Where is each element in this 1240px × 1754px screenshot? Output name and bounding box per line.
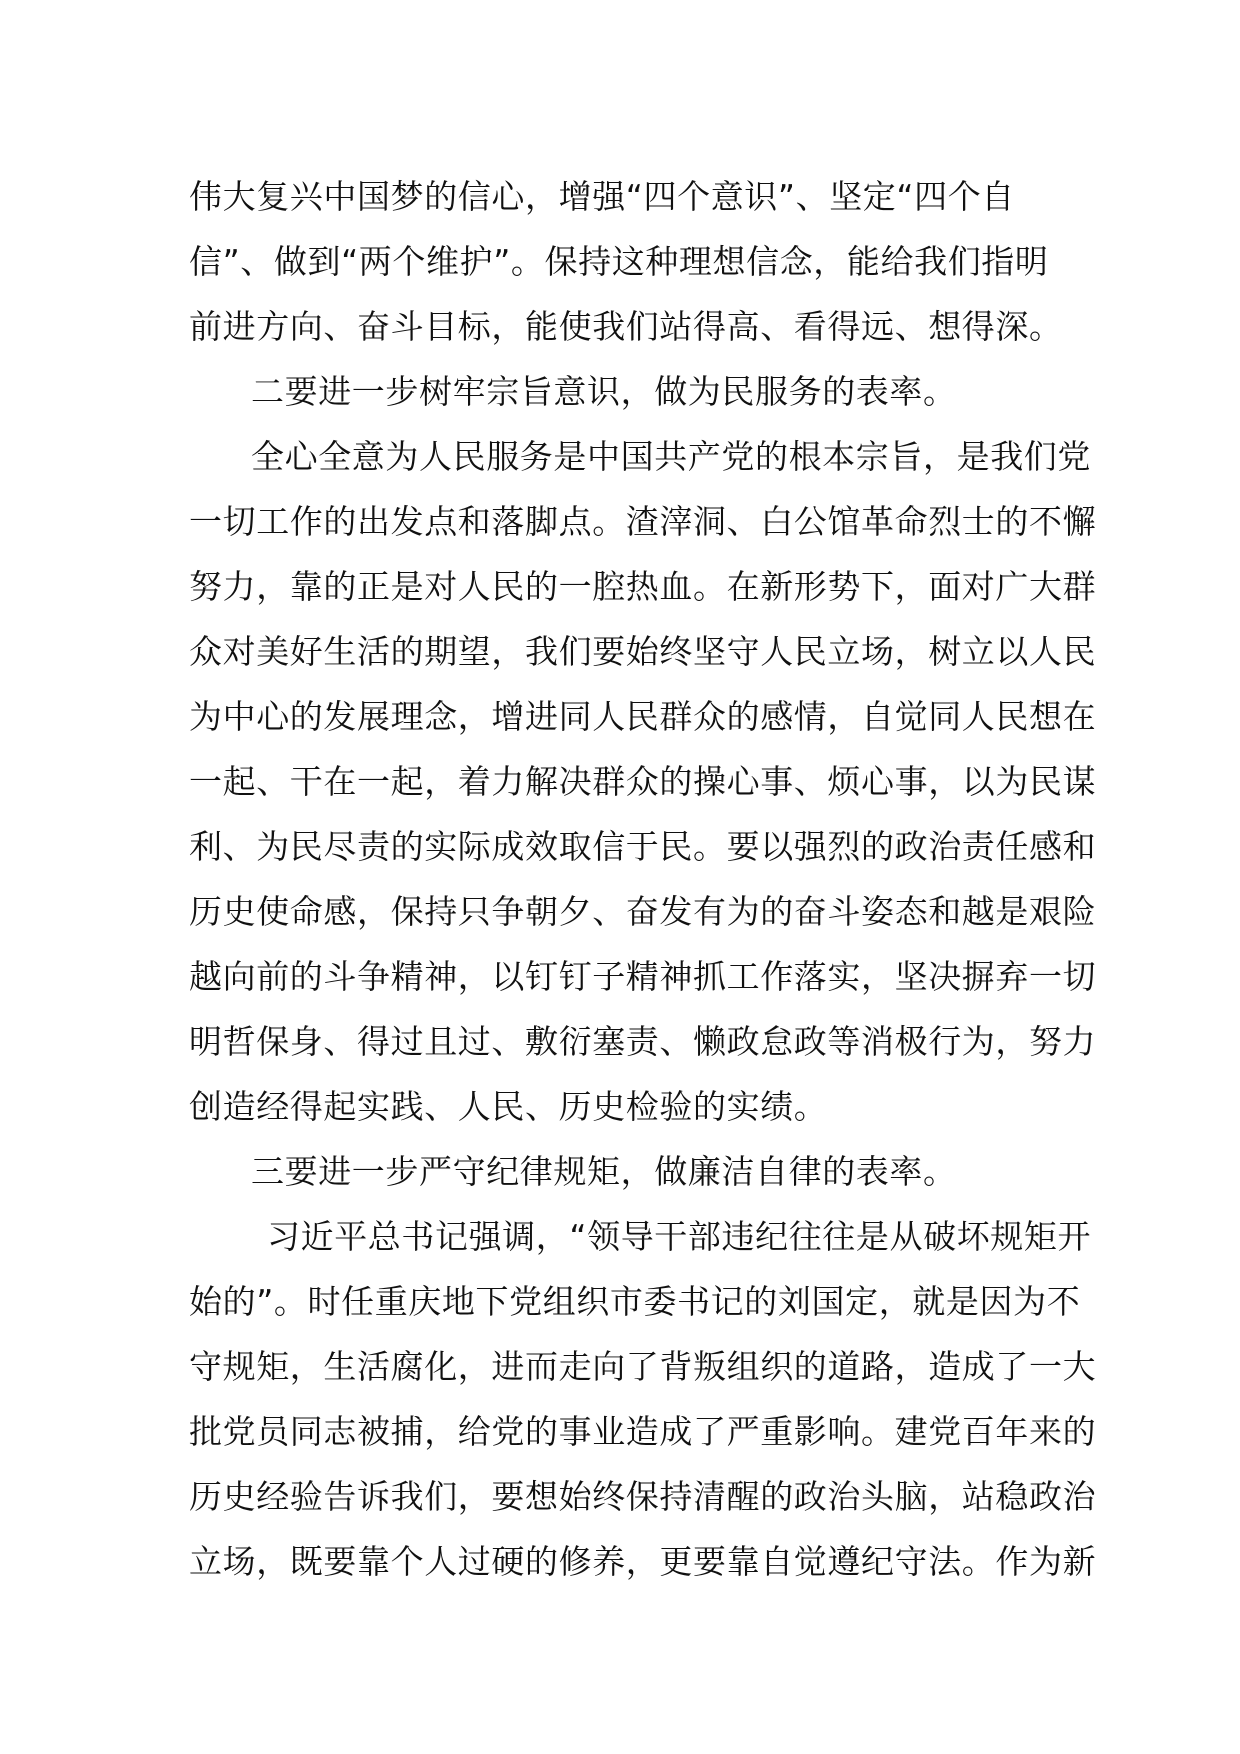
- text-line: 明哲保身、得过且过、敷衍塞责、懒政怠政等消极行为，努力: [189, 1022, 1097, 1061]
- text-line: 批党员同志被捕，给党的事业造成了严重影响。建党百年来的: [189, 1412, 1097, 1451]
- text-line: 利、为民尽责的实际成效取信于民。要以强烈的政治责任感和: [189, 827, 1097, 866]
- text-line: 守规矩，生活腐化，进而走向了背叛组织的道路，造成了一大: [189, 1347, 1097, 1386]
- section-heading: 二要进一步树牢宗旨意识，做为民服务的表率。: [251, 372, 957, 411]
- text-line: 创造经得起实践、人民、历史检验的实绩。: [189, 1087, 828, 1126]
- text-line: 一切工作的出发点和落脚点。渣滓洞、白公馆革命烈士的不懈: [189, 502, 1097, 541]
- text-line: 越向前的斗争精神，以钉钉子精神抓工作落实，坚决摒弃一切: [189, 957, 1097, 996]
- text-line: 历史经验告诉我们，要想始终保持清醒的政治头脑，站稳政治: [189, 1477, 1097, 1516]
- text-line: 众对美好生活的期望，我们要始终坚守人民立场，树立以人民: [189, 632, 1097, 671]
- text-line: 一起、干在一起，着力解决群众的操心事、烦心事，以为民谋: [189, 762, 1097, 801]
- paragraph-first-line: 全心全意为人民服务是中国共产党的根本宗旨，是我们党: [251, 437, 1091, 476]
- paragraph-first-line: 习近平总书记强调，“领导干部违纪往往是从破坏规矩开: [267, 1217, 1092, 1256]
- text-line: 伟大复兴中国梦的信心，增强“四个意识”、坚定“四个自: [189, 177, 1015, 216]
- text-line: 历史使命感，保持只争朝夕、奋发有为的奋斗姿态和越是艰险: [189, 892, 1097, 931]
- text-line: 信”、做到“两个维护”。保持这种理想信念，能给我们指明: [189, 242, 1049, 281]
- text-line: 为中心的发展理念，增进同人民群众的感情，自觉同人民想在: [189, 697, 1097, 736]
- section-heading: 三要进一步严守纪律规矩，做廉洁自律的表率。: [251, 1152, 957, 1191]
- text-line: 立场，既要靠个人过硬的修养，更要靠自觉遵纪守法。作为新: [189, 1542, 1097, 1581]
- text-line: 始的”。时任重庆地下党组织市委书记的刘国定，就是因为不: [189, 1282, 1081, 1321]
- text-line: 努力，靠的正是对人民的一腔热血。在新形势下，面对广大群: [189, 567, 1097, 606]
- text-line: 前进方向、奋斗目标，能使我们站得高、看得远、想得深。: [189, 307, 1063, 346]
- document-body: [189, 164, 1097, 1594]
